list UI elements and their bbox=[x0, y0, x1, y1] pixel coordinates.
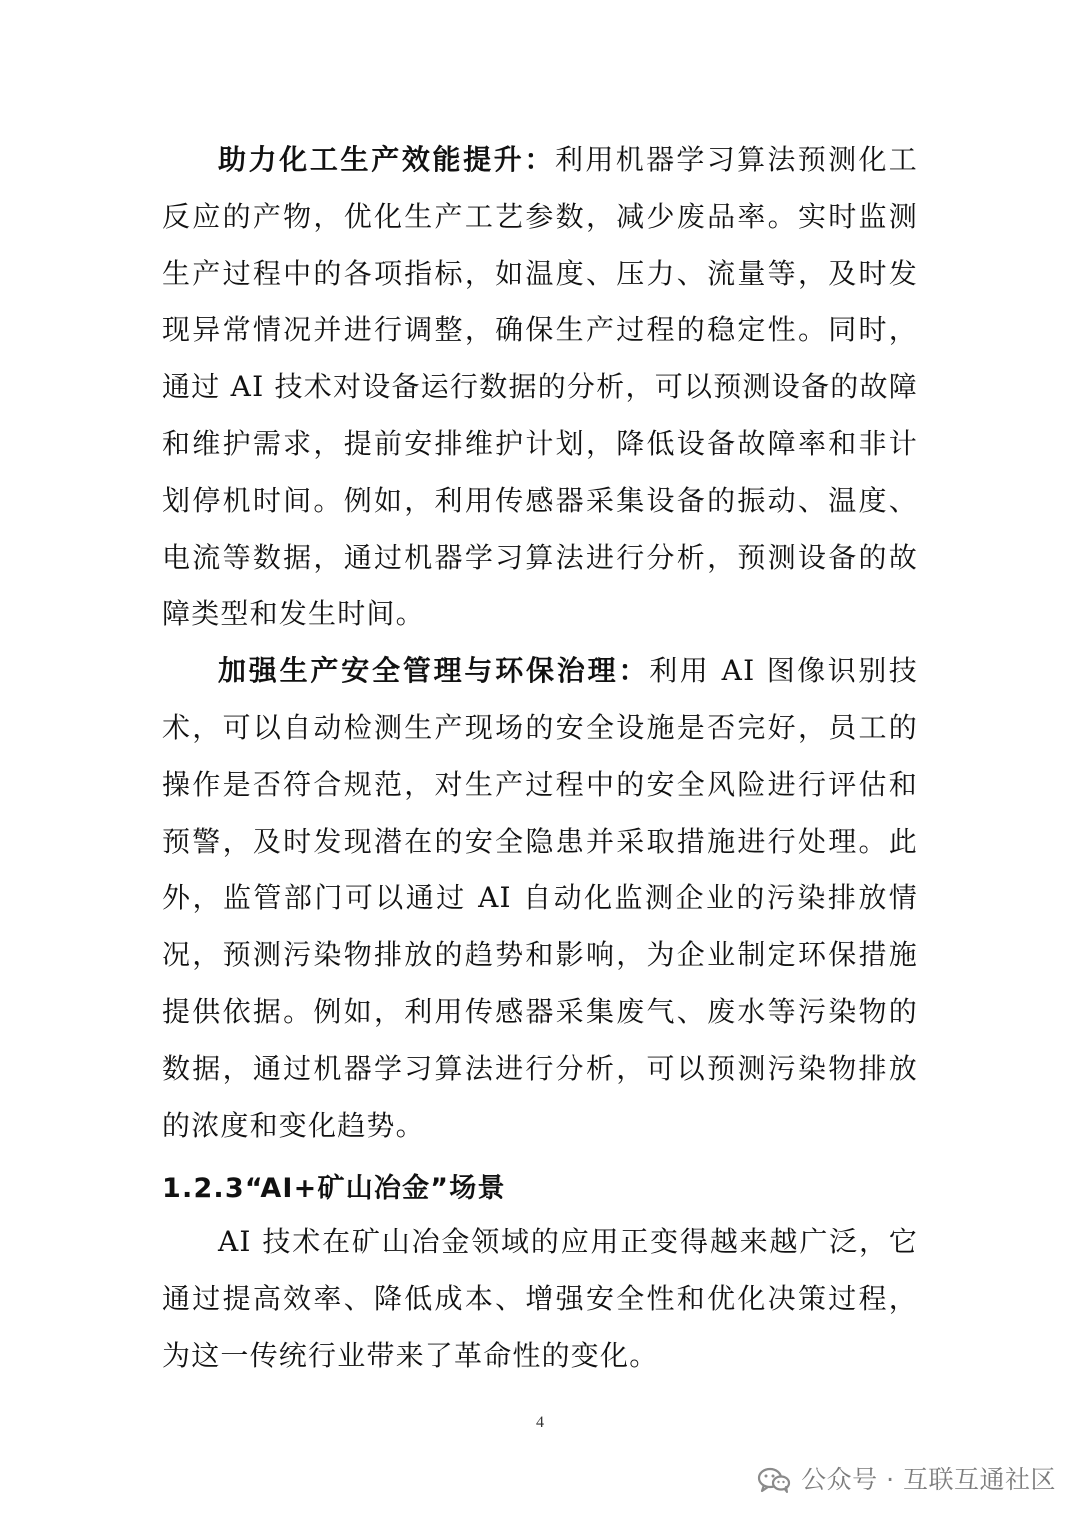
wechat-icon bbox=[757, 1466, 791, 1494]
paragraph-lead: 助力化工生产效能提升： bbox=[218, 143, 556, 176]
paragraph-text: 利用 AI 图像识别技术，可以自动检测生产现场的安全设施是否完好，员工的操作是否符合规范，对生产过程中的安全风险进行评估和预警，及时发现潜在的安全隐患并采取措施进行处理。此外，监管部门可以通过 AI 自动化监测企业的污染排放情况，预测污染物排放的趋势和影响，为企业制定环保措施提供依据。例如，利用传感器采集废气、废水等污染物的数据，通过机器学习算法进行分析，可以预测污染物排放的浓度和变化趋势。 bbox=[162, 654, 918, 1142]
document-content bbox=[162, 132, 918, 1385]
paragraph-text: 利用机器学习算法预测化工反应的产物，优化生产工艺参数，减少废品率。实时监测生产过程中的各项指标，如温度、压力、流量等，及时发现异常情况并进行调整，确保生产过程的稳定性。同时，通过 AI 技术对设备运行数据的分析，可以预测设备的故障和维护需求，提前安排维护计划，降低设备故障率和非计划停机时间。例如，利用传感器采集设备的振动、温度、电流等数据，通过机器学习算法进行分析，预测设备的故障类型和发生时间。 bbox=[162, 143, 918, 631]
paragraph-lead: 加强生产安全管理与环保治理： bbox=[218, 654, 650, 688]
watermark-text: 公众号 · 互联互通社区 bbox=[801, 1465, 1056, 1494]
wechat-watermark bbox=[757, 1464, 1056, 1496]
section-heading: 1.2.3“AI+矿山冶金”场景 bbox=[162, 1173, 506, 1205]
section-paragraph: AI 技术在矿山冶金领域的应用正变得越来越广泛，它通过提高效率、降低成本、增强安全性和优化决策过程，为这一传统行业带来了革命性的变化。 bbox=[162, 1225, 918, 1372]
paragraph-safety-environment bbox=[162, 643, 918, 1154]
page-number: 4 bbox=[536, 1414, 544, 1431]
paragraph-chemical-production bbox=[162, 132, 918, 643]
